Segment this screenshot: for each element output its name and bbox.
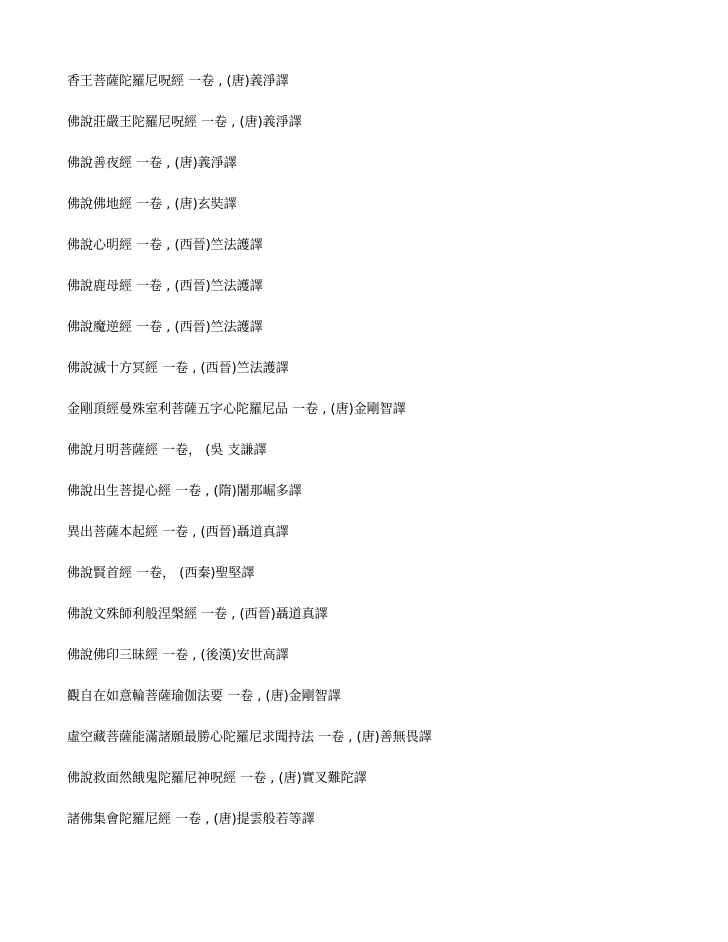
list-item: 佛說莊嚴王陀羅尼呪經 一卷 , (唐)義淨譯 [67,115,302,130]
list-item: 佛說救面然餓鬼陀羅尼神呪經 一卷 , (唐)實叉難陀譯 [67,771,367,786]
list-item: 佛說心明經 一卷 , (西晉)竺法護譯 [67,238,263,253]
list-item: 金剛頂經曼殊室利菩薩五字心陀羅尼品 一卷 , (唐)金剛智譯 [67,402,406,417]
list-item: 佛說魔逆經 一卷 , (西晉)竺法護譯 [67,320,263,335]
list-item: 佛說賢首經 一卷， (西秦)聖堅譯 [67,566,255,581]
list-item: 佛說鹿母經 一卷 , (西晉)竺法護譯 [67,279,263,294]
list-item: 佛說文殊師利般涅槃經 一卷 , (西晉)聶道真譯 [67,607,328,622]
sutra-list [67,73,707,852]
list-item: 佛說月明菩薩經 一卷， (吳 支謙譯 [67,443,267,458]
list-item: 諸佛集會陀羅尼經 一卷 , (唐)提雲般若等譯 [67,812,315,827]
list-item: 佛說出生菩提心經 一卷 , (隋)闍那崛多譯 [67,484,302,499]
list-item: 佛說佛地經 一卷 , (唐)玄奘譯 [67,197,237,212]
list-item: 佛說滅十方冥經 一卷 , (西晉)竺法護譯 [67,361,289,376]
list-item: 香王菩薩陀羅尼呪經 一卷 , (唐)義淨譯 [67,74,289,89]
list-item: 虛空藏菩薩能滿諸願最勝心陀羅尼求聞持法 一卷 , (唐)善無畏譯 [67,730,432,745]
list-item: 佛說善夜經 一卷 , (唐)義淨譯 [67,156,237,171]
list-item: 觀自在如意輪菩薩瑜伽法要 一卷 , (唐)金剛智譯 [67,689,341,704]
list-item: 佛說佛印三昧經 一卷 , (後漢)安世高譯 [67,648,289,663]
list-item: 異出菩薩本起經 一卷 , (西晉)聶道真譯 [67,525,289,540]
